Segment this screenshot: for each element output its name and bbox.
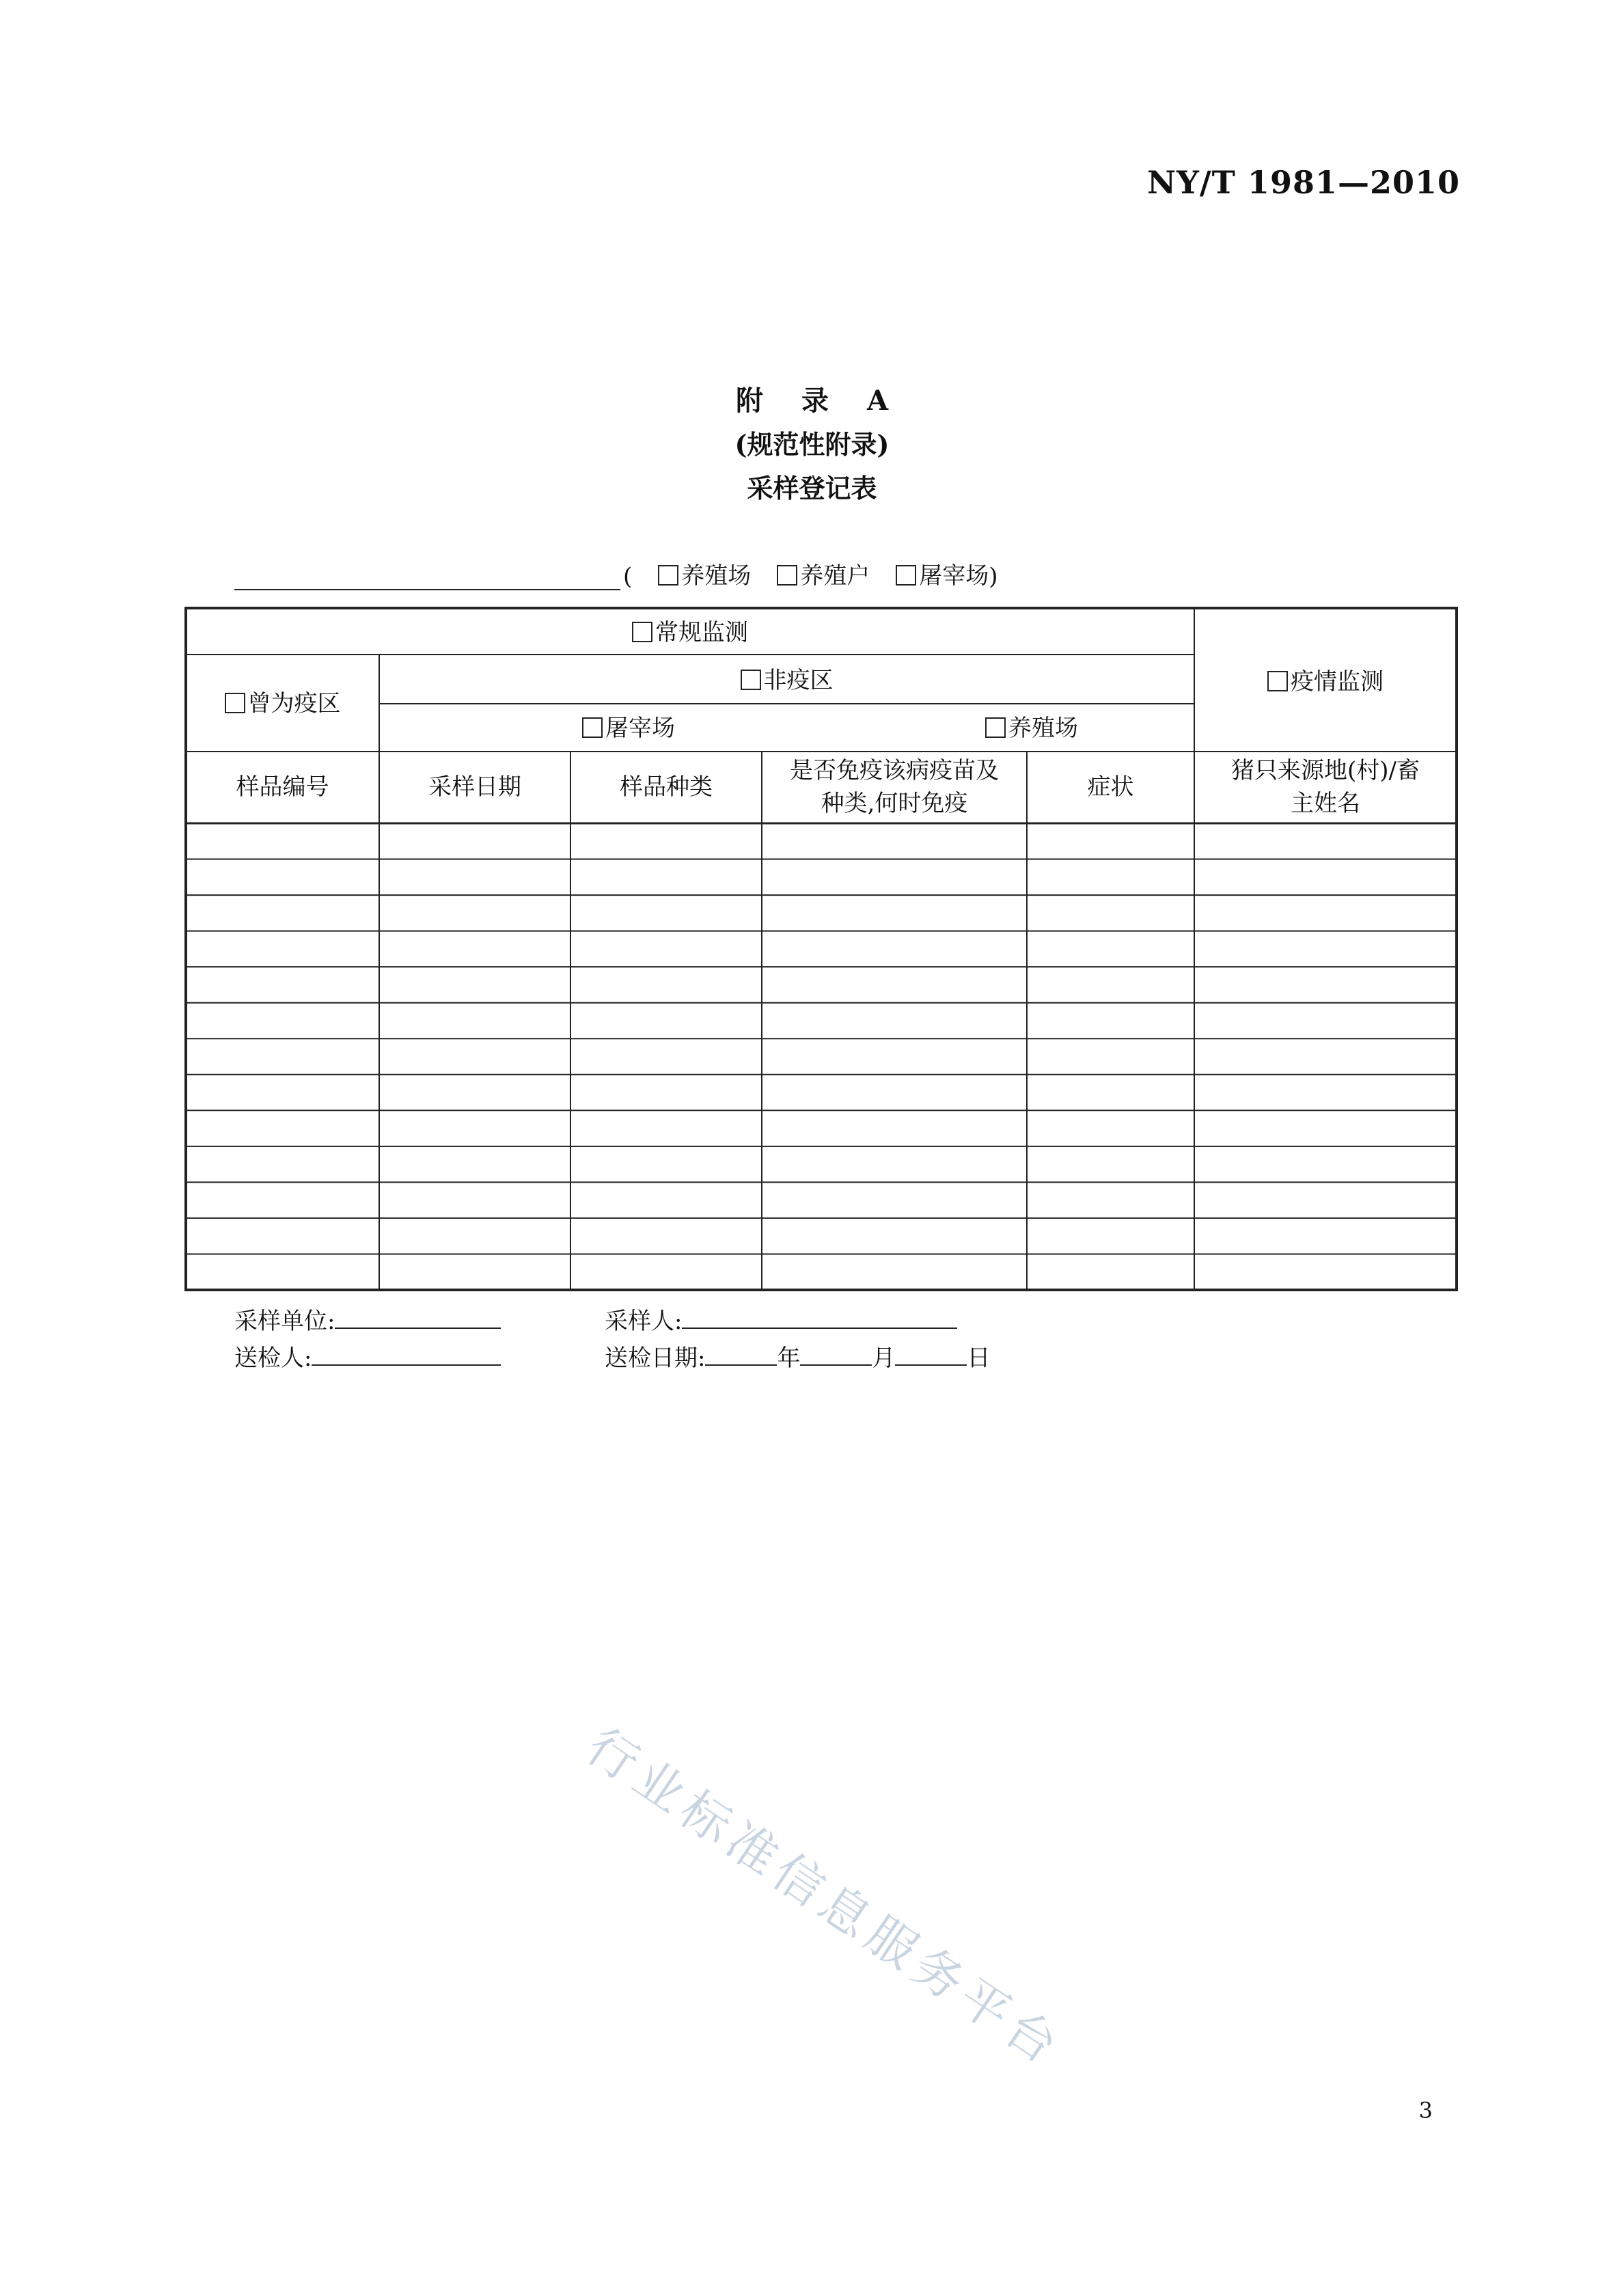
footer-sampler: [605, 1302, 957, 1336]
col-origin-line1: 猪只来源地(村)/畜: [1231, 757, 1420, 784]
footer-submitter: [234, 1339, 501, 1373]
form-title: 采样登记表: [747, 473, 877, 504]
col-symptoms: 症状: [1087, 773, 1134, 801]
epidemic-monitoring-option[interactable]: [1194, 665, 1457, 698]
checkbox-icon[interactable]: [225, 693, 245, 713]
watermark: 行业标准信息服务平台: [577, 1717, 1073, 2078]
paren-close: ): [989, 563, 998, 590]
col-sampling-date: 采样日期: [428, 773, 521, 801]
sampling-unit-label: 采样单位:: [234, 1308, 335, 1335]
former-epidemic-label: 曾为疫区: [247, 690, 341, 717]
col-sample-id: 样品编号: [236, 773, 329, 801]
routine-monitoring-label: 常规监测: [655, 619, 748, 646]
col-origin: [1194, 754, 1457, 820]
checkbox-icon[interactable]: [985, 717, 1006, 738]
option-farm-label: 养殖场: [681, 562, 752, 590]
col-vaccination-line1: 是否免疫该病疫苗及: [790, 757, 999, 784]
sampler-blank[interactable]: [682, 1306, 957, 1329]
col-sample-type: 样品种类: [620, 773, 713, 801]
checkbox-icon[interactable]: [1267, 671, 1288, 691]
farm-label: 养殖场: [1008, 715, 1078, 742]
routine-monitoring-option[interactable]: [186, 616, 1194, 649]
appendix-title-part: A: [866, 385, 889, 417]
farm-option[interactable]: [895, 712, 1168, 745]
standard-number: NY/T 1981—2010: [1147, 164, 1460, 201]
former-epidemic-option[interactable]: [186, 687, 379, 720]
month-label: 月: [872, 1345, 896, 1372]
option-slaughterhouse-label: 屠宰场: [919, 562, 989, 590]
checkbox-icon[interactable]: [582, 717, 603, 738]
col-vaccination-line2: 种类,何时免疫: [821, 790, 968, 817]
day-blank[interactable]: [895, 1343, 967, 1366]
year-label: 年: [777, 1345, 801, 1372]
appendix-title-part: 附: [735, 385, 763, 417]
non-epidemic-option[interactable]: [379, 664, 1194, 697]
submitter-blank[interactable]: [312, 1343, 501, 1366]
checkbox-icon[interactable]: [632, 622, 652, 642]
appendix-title-part: 录: [801, 385, 829, 417]
sampling-unit-blank[interactable]: [335, 1306, 501, 1329]
col-vaccination: [762, 754, 1027, 820]
slaughterhouse-label: 屠宰场: [605, 715, 675, 742]
option-household-label: 养殖户: [800, 562, 870, 590]
footer-submit-date: [605, 1339, 990, 1373]
submit-date-label: 送检日期:: [605, 1345, 706, 1372]
epidemic-monitoring-label: 疫情监测: [1291, 668, 1384, 696]
appendix-subtitle: (规范性附录): [734, 429, 890, 460]
month-blank[interactable]: [800, 1343, 872, 1366]
day-label: 日: [967, 1345, 991, 1372]
slaughterhouse-option[interactable]: [492, 712, 765, 745]
non-epidemic-label: 非疫区: [763, 667, 834, 694]
page-number: 3: [1418, 2097, 1433, 2123]
sampler-label: 采样人:: [605, 1308, 683, 1335]
paren-open: (: [623, 563, 633, 590]
submitter-label: 送检人:: [234, 1345, 312, 1372]
col-origin-line2: 主姓名: [1291, 790, 1360, 817]
year-blank[interactable]: [705, 1343, 777, 1366]
footer-sampling-unit: [234, 1302, 501, 1336]
checkbox-icon[interactable]: [741, 670, 761, 690]
